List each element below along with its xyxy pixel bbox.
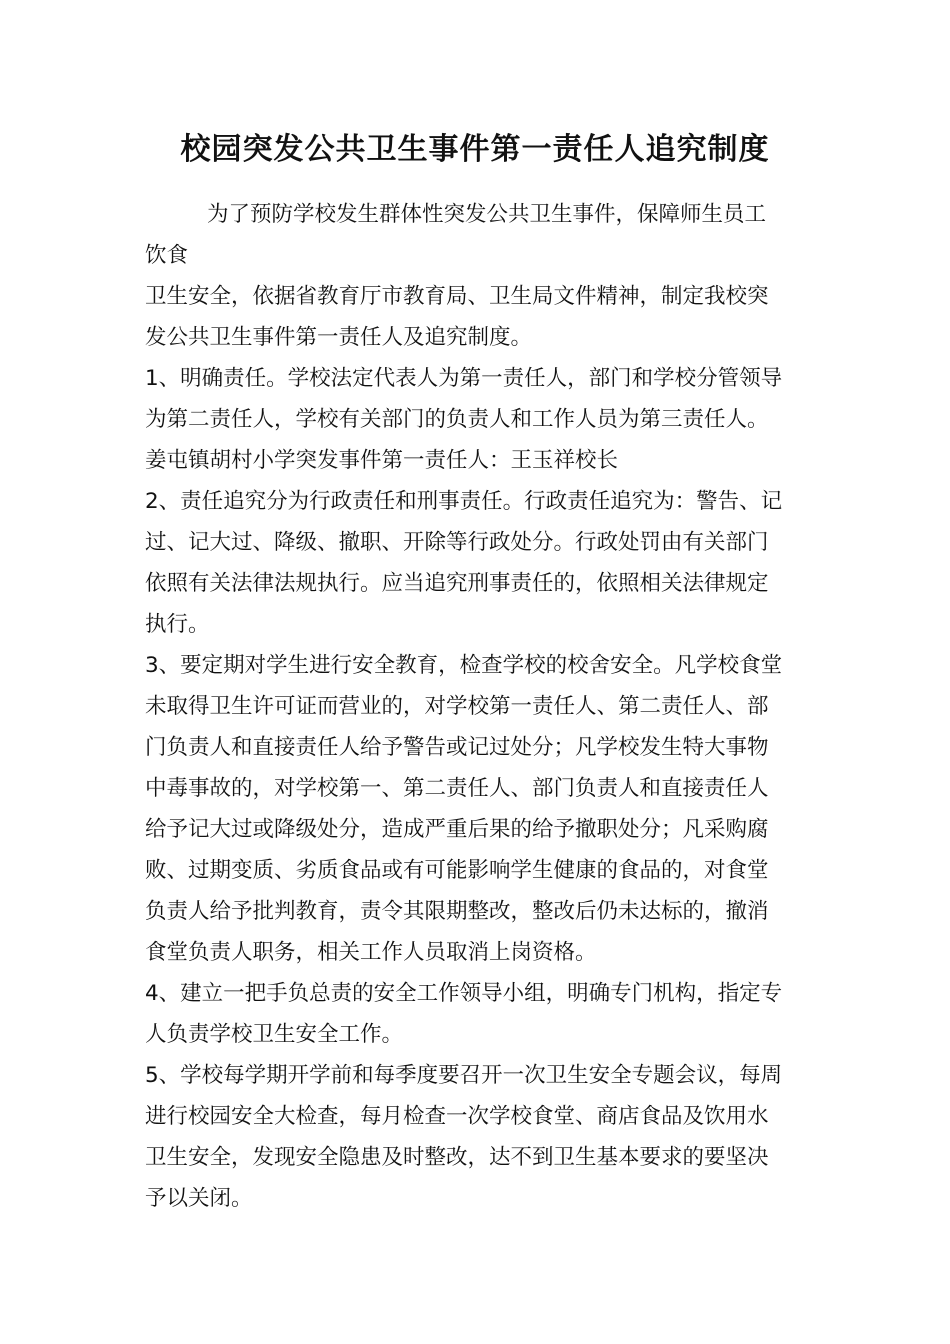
text-line: 3、要定期对学生进行安全教育，检查学校的校舍安全。凡学校食堂 [145,653,783,678]
text-line: 进行校园安全大检查，每月检查一次学校食堂、商店食品及饮用水 [145,1104,769,1129]
text-line: 发公共卫生事件第一责任人及追究制度。 [145,325,533,350]
text-line: 为第二责任人，学校有关部门的负责人和工作人员为第三责任人。 [145,407,769,432]
text-line: 4、建立一把手负总责的安全工作领导小组，明确专门机构，指定专 [145,981,783,1006]
document-body [145,194,810,1219]
text-line: 2、责任追究分为行政责任和刑事责任。行政责任追究为：警告、记 [145,489,783,514]
text-line: 依照有关法律法规执行。应当追究刑事责任的，依照相关法律规定 [145,571,769,596]
text-line: 姜屯镇胡村小学突发事件第一责任人：王玉祥校长 [145,448,619,473]
text-line: 饮食 [145,243,189,268]
text-line: 败、过期变质、劣质食品或有可能影响学生健康的食品的，对食堂 [145,858,769,883]
text-line: 予以关闭。 [145,1186,253,1211]
text-line: 人负责学校卫生安全工作。 [145,1022,404,1047]
text-line: 1、明确责任。学校法定代表人为第一责任人，部门和学校分管领导 [145,366,783,391]
text-line: 执行。 [145,612,210,637]
text-line: 门负责人和直接责任人给予警告或记过处分；凡学校发生特大事物 [145,735,769,760]
text-line: 未取得卫生许可证而营业的，对学校第一责任人、第二责任人、部 [145,694,769,719]
text-line: 中毒事故的，对学校第一、第二责任人、部门负责人和直接责任人 [145,776,769,801]
document-title: 校园突发公共卫生事件第一责任人追究制度 [180,132,770,167]
text-line: 给予记大过或降级处分，造成严重后果的给予撤职处分；凡采购腐 [145,817,769,842]
text-line: 为了预防学校发生群体性突发公共卫生事件，保障师生员工 [207,202,767,227]
text-line: 负责人给予批判教育，责令其限期整改，整改后仍未达标的，撤消 [145,899,769,924]
text-line: 过、记大过、降级、撤职、开除等行政处分。行政处罚由有关部门 [145,530,769,555]
text-line: 5、学校每学期开学前和每季度要召开一次卫生安全专题会议，每周 [145,1063,783,1088]
text-line: 卫生安全，依据省教育厅市教育局、卫生局文件精神，制定我校突 [145,284,769,309]
text-line: 食堂负责人职务，相关工作人员取消上岗资格。 [145,940,597,965]
text-line: 卫生安全，发现安全隐患及时整改，达不到卫生基本要求的要坚决 [145,1145,769,1170]
